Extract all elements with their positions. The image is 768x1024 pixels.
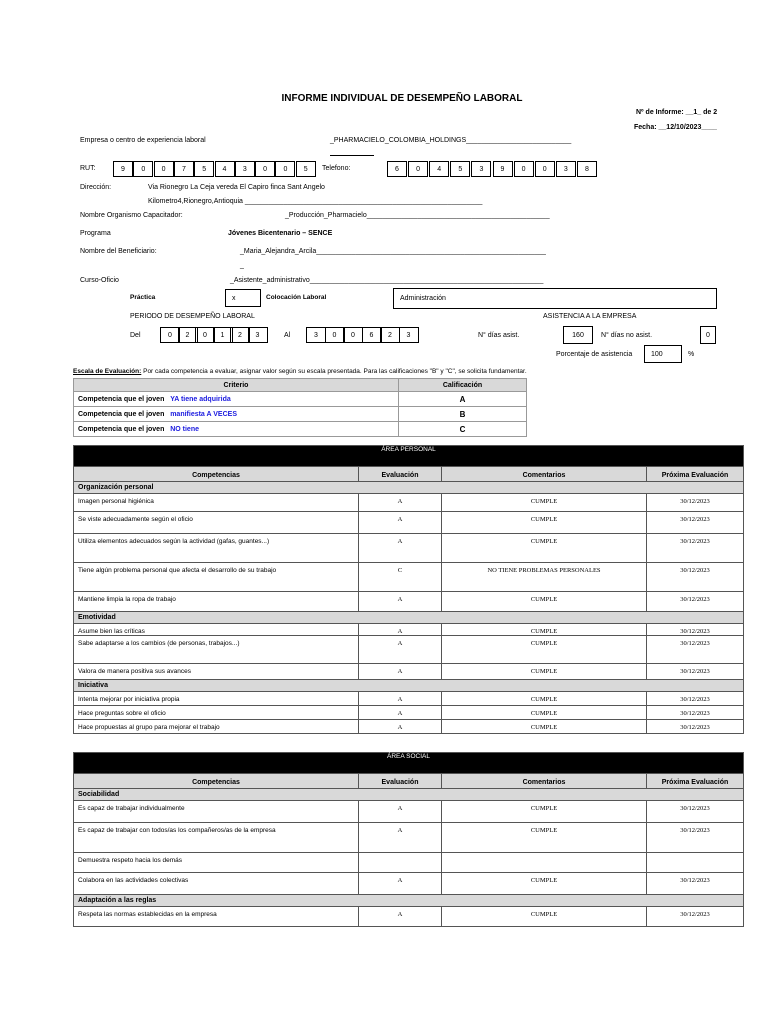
comentario-cell: CUMPLE (442, 692, 647, 706)
digit-box[interactable]: 5 (296, 161, 316, 177)
column-header: Competencias (74, 467, 359, 482)
digit-box[interactable]: 4 (215, 161, 235, 177)
beneficiario-extra: _ (240, 262, 244, 269)
evaluacion-cell: A (359, 512, 442, 534)
proxima-cell: 30/12/2023 (647, 636, 744, 664)
organismo-value: _Producción_Pharmacielo_______________________________________________ (285, 212, 550, 219)
competencia-cell: Colabora en las actividades colectivas (74, 873, 359, 895)
empresa-value: _PHARMACIELO_COLOMBIA_HOLDINGS___________________________ (330, 137, 572, 144)
digit-box[interactable]: 0 (535, 161, 555, 177)
dias-no-asist-label: N° días no asist. (601, 332, 653, 339)
proxima-cell: 30/12/2023 (647, 512, 744, 534)
column-header: Comentarios (442, 774, 647, 789)
digit-box[interactable]: 1 (213, 327, 233, 343)
proxima-cell: 30/12/2023 (647, 873, 744, 895)
evaluacion-cell: A (359, 907, 442, 927)
escala-table (73, 378, 526, 437)
dias-asist-label: N° días asist. (478, 332, 520, 339)
competencia-cell: Valora de manera positiva sus avances (74, 664, 359, 680)
periodo-label: PERIODO DE DESEMPEÑO LABORAL (130, 313, 255, 320)
curso-label: Curso-Oficio (80, 277, 119, 284)
curso-value: _Asistente_administrativo____________________________________________________________ (230, 277, 544, 284)
column-header: Evaluación (359, 774, 442, 789)
comentario-cell: CUMPLE (442, 664, 647, 680)
competencia-cell: Imagen personal higiénica (74, 494, 359, 512)
digit-box[interactable]: 6 (362, 327, 382, 343)
digit-box[interactable]: 9 (493, 161, 513, 177)
telefono-label: Telefono: (322, 165, 351, 172)
informe-number: Nº de Informe: __1_ de 2 (636, 109, 718, 116)
proxima-cell: 30/12/2023 (647, 823, 744, 853)
escala-row: Competencia que el joven NO tiene C (74, 422, 527, 437)
table-row (74, 563, 744, 592)
evaluacion-cell: A (359, 873, 442, 895)
column-header: Comentarios (442, 467, 647, 482)
col-calificacion: Calificación (399, 379, 527, 392)
comentario-cell: CUMPLE (442, 494, 647, 512)
evaluacion-cell: A (359, 636, 442, 664)
dias-asist-field[interactable]: 160 (563, 326, 593, 344)
digit-box[interactable]: 0 (195, 327, 215, 343)
digit-box[interactable]: 0 (325, 327, 345, 343)
competencia-cell: Se viste adecuadamente según el oficio (74, 512, 359, 534)
evaluacion-cell: C (359, 563, 442, 592)
comentario-cell: CUMPLE (442, 801, 647, 823)
table-row (74, 801, 744, 823)
direccion-label: Dirección: (80, 184, 112, 191)
porcentaje-unit: % (688, 351, 695, 358)
direccion-line1: Via Rionegro La Ceja vereda El Capiro finca Sant Angelo (148, 184, 325, 191)
digit-box[interactable]: 3 (306, 327, 326, 343)
rut-label: RUT: (80, 165, 96, 172)
escala-text: Escala de Evaluación: Por cada competencia a evaluar, asignar valor según su escala presentada. Para las calificaciones "B" y "C", se solicita fundamentar. (73, 368, 527, 375)
table-row (74, 494, 744, 512)
evaluacion-cell: A (359, 692, 442, 706)
competencia-cell: Hace propuestas al grupo para mejorar el trabajo (74, 720, 359, 734)
digit-box[interactable]: 0 (343, 327, 363, 343)
digit-box[interactable]: 4 (429, 161, 449, 177)
area-personal-table (73, 445, 743, 734)
page-title: INFORME INDIVIDUAL DE DESEMPEÑO LABORAL (281, 93, 523, 104)
digit-box[interactable]: 2 (230, 327, 250, 343)
asistencia-label: ASISTENCIA A LA EMPRESA (543, 313, 637, 320)
escala-row: Competencia que el joven YA tiene adquirida A (74, 392, 527, 407)
report-date: Fecha: __12/10/2023____ (634, 124, 717, 131)
table-row (74, 720, 744, 734)
digit-box[interactable]: 0 (275, 161, 295, 177)
digit-box[interactable]: 7 (174, 161, 194, 177)
proxima-cell: 30/12/2023 (647, 534, 744, 563)
competencia-cell: Mantiene limpia la ropa de trabajo (74, 592, 359, 612)
beneficiario-value: _Maria_Alejandra_Arcila___________________________________________________________ (240, 248, 546, 255)
section-header: Emotividad (74, 612, 744, 624)
digit-box[interactable]: 2 (380, 327, 400, 343)
digit-box[interactable]: 0 (133, 161, 153, 177)
colocacion-field[interactable]: Administración (393, 288, 717, 309)
column-header: Competencias (74, 774, 359, 789)
proxima-cell: 30/12/2023 (647, 494, 744, 512)
programa-label: Programa (80, 230, 111, 237)
proxima-cell: 30/12/2023 (647, 624, 744, 636)
evaluacion-cell: A (359, 534, 442, 563)
competencia-cell: Asume bien las críticas (74, 624, 359, 636)
comentario-cell: NO TIENE PROBLEMAS PERSONALES (442, 563, 647, 592)
digit-box[interactable]: 5 (450, 161, 470, 177)
table-row (74, 592, 744, 612)
del-label: Del (130, 332, 141, 339)
programa-value: Jóvenes Bicentenario – SENCE (228, 230, 333, 237)
comentario-cell: CUMPLE (442, 907, 647, 927)
digit-box[interactable]: 2 (178, 327, 198, 343)
comentario-cell: CUMPLE (442, 706, 647, 720)
proxima-cell: 30/12/2023 (647, 907, 744, 927)
comentario-cell (442, 853, 647, 873)
table-row (74, 823, 744, 853)
al-label: Al (284, 332, 291, 339)
digit-box[interactable]: 5 (194, 161, 214, 177)
table-row (74, 692, 744, 706)
proxima-cell: 30/12/2023 (647, 592, 744, 612)
column-header: Evaluación (359, 467, 442, 482)
proxima-cell: 30/12/2023 (647, 720, 744, 734)
evaluacion-cell: A (359, 664, 442, 680)
digit-box[interactable]: 3 (399, 327, 419, 343)
proxima-cell: 30/12/2023 (647, 563, 744, 592)
competencia-cell: Utiliza elementos adecuados según la actividad (gafas, guantes...) (74, 534, 359, 563)
area-title: ÁREA SOCIAL (74, 753, 744, 774)
table-row (74, 636, 744, 664)
table-row (74, 534, 744, 563)
competencia-cell: Es capaz de trabajar con todos/as los compañeros/as de la empresa (74, 823, 359, 853)
escala-row: Competencia que el joven manifiesta A VECES B (74, 407, 527, 422)
empresa-label: Empresa o centro de experiencia laboral (80, 137, 206, 144)
digit-box[interactable]: 3 (471, 161, 491, 177)
evaluacion-cell: A (359, 494, 442, 512)
table-row (74, 512, 744, 534)
digit-box[interactable]: 8 (577, 161, 597, 177)
competencia-cell: Demuestra respeto hacia los demás (74, 853, 359, 873)
comentario-cell: CUMPLE (442, 592, 647, 612)
table-row (74, 907, 744, 927)
digit-box[interactable]: 3 (248, 327, 268, 343)
practica-checkbox[interactable]: x (225, 289, 261, 307)
evaluacion-cell (359, 853, 442, 873)
digit-box[interactable]: 0 (514, 161, 534, 177)
comentario-cell: CUMPLE (442, 624, 647, 636)
competencia-cell: Es capaz de trabajar individualmente (74, 801, 359, 823)
digit-box[interactable]: 3 (556, 161, 576, 177)
section-header: Sociabilidad (74, 789, 744, 801)
area-social-table (73, 752, 743, 927)
comentario-cell: CUMPLE (442, 823, 647, 853)
section-header: Adaptación a las reglas (74, 895, 744, 907)
competencia-cell: Hace preguntas sobre el oficio (74, 706, 359, 720)
practica-label: Práctica (130, 294, 156, 301)
digit-box[interactable]: 0 (160, 327, 180, 343)
col-criterio: Criterio (74, 379, 399, 392)
comentario-cell: CUMPLE (442, 720, 647, 734)
competencia-cell: Respeta las normas establecidas en la empresa (74, 907, 359, 927)
organismo-label: Nombre Organismo Capacitador: (80, 212, 183, 219)
table-row (74, 873, 744, 895)
comentario-cell: CUMPLE (442, 636, 647, 664)
table-row (74, 853, 744, 873)
competencia-cell: Intenta mejorar por iniciativa propia (74, 692, 359, 706)
table-row (74, 706, 744, 720)
competencia-cell: Tiene algún problema personal que afecta el desarrollo de su trabajo (74, 563, 359, 592)
column-header: Próxima Evaluación (647, 774, 744, 789)
proxima-cell: 30/12/2023 (647, 664, 744, 680)
comentario-cell: CUMPLE (442, 534, 647, 563)
section-header: Iniciativa (74, 680, 744, 692)
digit-box[interactable]: 0 (154, 161, 174, 177)
proxima-cell: 30/12/2023 (647, 706, 744, 720)
beneficiario-label: Nombre del Beneficiario: (80, 248, 157, 255)
digit-box[interactable]: 3 (235, 161, 255, 177)
colocacion-label: Colocación Laboral (266, 294, 327, 301)
comentario-cell: CUMPLE (442, 512, 647, 534)
digit-box[interactable]: 6 (387, 161, 407, 177)
proxima-cell: 30/12/2023 (647, 801, 744, 823)
dias-no-asist-field[interactable]: 0 (700, 326, 716, 344)
table-row (74, 624, 744, 636)
comentario-cell: CUMPLE (442, 873, 647, 895)
digit-box[interactable]: 0 (408, 161, 428, 177)
direccion-line2: Kilometro4,Rionegro,Antioquia _____________________________________________________________ (148, 198, 483, 205)
digit-box[interactable]: 0 (255, 161, 275, 177)
area-title: ÁREA PERSONAL (74, 446, 744, 467)
porcentaje-field[interactable]: 100 (644, 345, 682, 363)
table-row (74, 664, 744, 680)
evaluacion-cell: A (359, 720, 442, 734)
section-header: Organización personal (74, 482, 744, 494)
competencia-cell: Sabe adaptarse a los cambios (de personas, trabajos...) (74, 636, 359, 664)
evaluacion-cell: A (359, 624, 442, 636)
evaluacion-cell: A (359, 801, 442, 823)
evaluacion-cell: A (359, 592, 442, 612)
evaluacion-cell: A (359, 823, 442, 853)
proxima-cell (647, 853, 744, 873)
evaluacion-cell: A (359, 706, 442, 720)
column-header: Próxima Evaluación (647, 467, 744, 482)
proxima-cell: 30/12/2023 (647, 692, 744, 706)
digit-box[interactable]: 9 (113, 161, 133, 177)
porcentaje-label: Porcentaje de asistencia (556, 351, 633, 358)
